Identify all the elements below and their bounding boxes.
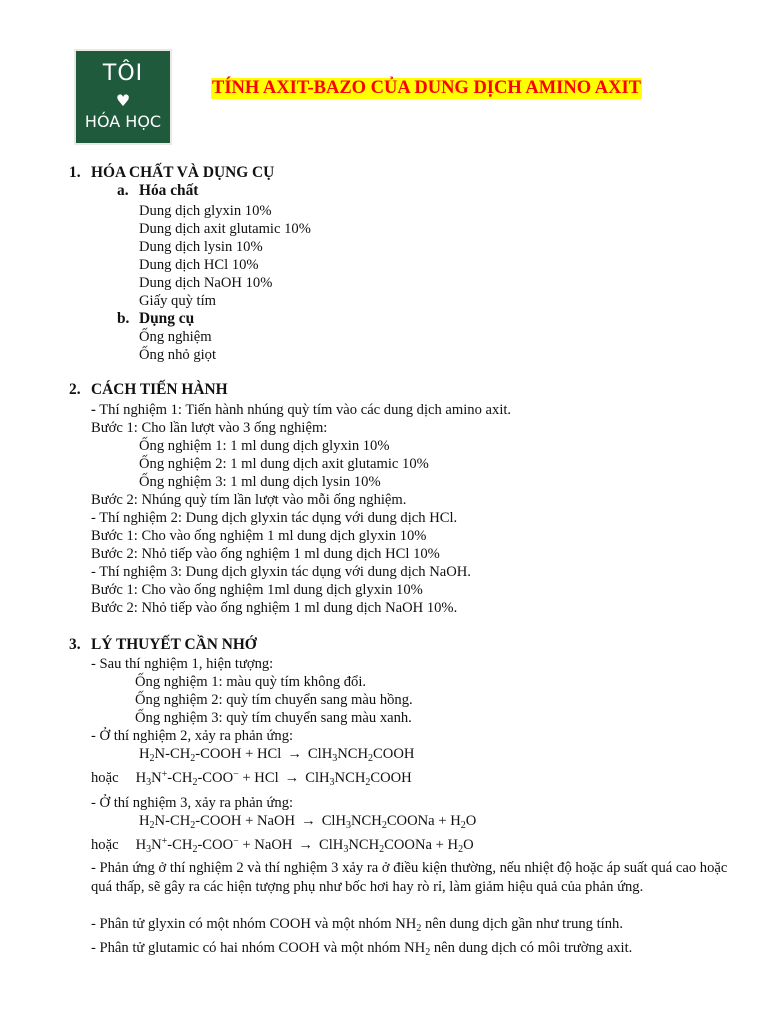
arrow-icon: → bbox=[287, 746, 302, 762]
tool-item: Ống nghiệm bbox=[139, 329, 212, 345]
section-1-heading: HÓA CHẤT VÀ DỤNG CỤ bbox=[91, 164, 275, 181]
tube-item: Ống nghiệm 2: 1 ml dung dịch axit glutamic 10% bbox=[139, 456, 429, 472]
or-label: hoặc bbox=[91, 837, 119, 853]
tube-item: Ống nghiệm 3: 1 ml dung dịch lysin 10% bbox=[139, 474, 381, 490]
page-title: TÍNH AXIT-BAZO CỦA DUNG DỊCH AMINO AXIT bbox=[212, 78, 641, 98]
note-glycine: - Phân tử glyxin có một nhóm COOH và một nhóm $NH_2$ nên dung dịch gần như trung tính. bbox=[91, 916, 623, 934]
subsection-a-title: Hóa chất bbox=[139, 182, 199, 199]
chemical-item: Dung dịch axit glutamic 10% bbox=[139, 221, 311, 237]
experiment-2-reaction-intro: - Ở thí nghiệm 2, xảy ra phản ứng: bbox=[91, 728, 294, 744]
section-1-number: 1. bbox=[69, 164, 81, 181]
observation-item: Ống nghiệm 2: quỳ tím chuyển sang màu hồng. bbox=[135, 692, 413, 708]
experiment-3-reaction-intro: - Ở thí nghiệm 3, xảy ra phản ứng: bbox=[91, 795, 294, 811]
subsection-a-label: a. bbox=[117, 182, 129, 199]
logo-line1: TÔI bbox=[102, 61, 144, 86]
chemical-item: Dung dịch NaOH 10% bbox=[139, 275, 273, 291]
note-glutamic: - Phân tử glutamic có hai nhóm COOH và một nhóm $NH_2$ nên dung dịch có môi trường axit. bbox=[91, 940, 633, 958]
bold-dash: - bbox=[91, 402, 96, 418]
subsection-b-title: Dụng cụ bbox=[139, 310, 195, 327]
observation-item: Ống nghiệm 3: quỳ tím chuyển sang màu xanh. bbox=[135, 710, 412, 726]
experiment-1-line bbox=[91, 401, 511, 419]
heart-icon: ♥ bbox=[115, 91, 131, 110]
section-3-heading: LÝ THUYẾT CẦN NHỚ bbox=[91, 636, 257, 653]
logo bbox=[74, 49, 172, 145]
observation-item: Ống nghiệm 1: màu quỳ tím không đổi. bbox=[135, 674, 367, 690]
tube-item: Ống nghiệm 1: 1 ml dung dịch glyxin 10% bbox=[139, 438, 390, 454]
section-2-number: 2. bbox=[69, 381, 81, 398]
subsection-b-label: b. bbox=[117, 310, 130, 327]
note-conditions: - Phản ứng ở thí nghiệm 2 và thí nghiệm 3 xảy ra ở điều kiện thường, nếu nhiệt độ hoặc áp suất quá cao hoặc quá thấp, sẽ gây ra các hiện tượng phụ như bốc hơi hay rò rỉ, làm giảm hiệu quả của phản ứng. bbox=[91, 860, 728, 895]
equation-glycine-naoh: $H_2N-CH_2$-COOH + NaOH → $ClH_3NCH_2COONa + H_2O$ bbox=[139, 813, 477, 831]
chemical-item: Giấy quỳ tím bbox=[139, 293, 217, 309]
experiment-1-text: Thí nghiệm 1: Tiến hành nhúng quỳ tím vào các dung dịch amino axit. bbox=[95, 402, 512, 418]
experiment-3-step-1: Bước 1: Cho vào ống nghiệm 1ml dung dịch glyxin 10% bbox=[91, 582, 423, 598]
equation-zwitterion-naoh: hoặc $H_3N^+-CH_2-COO^-$ + NaOH → $ClH_3NCH_2COONa + H_2O$ bbox=[91, 836, 474, 855]
section-3-number: 3. bbox=[69, 636, 81, 653]
equation-glycine-hcl: $H_2N-CH_2$-COOH + HCl → $ClH_3NCH_2COOH$ bbox=[139, 746, 415, 764]
section-2-heading: CÁCH TIẾN HÀNH bbox=[91, 381, 228, 398]
step-1: Bước 1: Cho lần lượt vào 3 ống nghiệm: bbox=[91, 420, 328, 436]
or-label: hoặc bbox=[91, 770, 119, 786]
experiment-3-step-2: Bước 2: Nhỏ tiếp vào ống nghiệm 1 ml dung dịch NaOH 10%. bbox=[91, 600, 458, 616]
arrow-icon: → bbox=[298, 837, 313, 853]
logo-line2: HÓA HỌC bbox=[84, 112, 162, 131]
chemical-item: Dung dịch lysin 10% bbox=[139, 239, 263, 255]
arrow-icon: → bbox=[284, 770, 300, 786]
step-2: Bước 2: Nhúng quỳ tím lần lượt vào mỗi ống nghiệm. bbox=[91, 492, 407, 508]
chemical-item: Dung dịch glyxin 10% bbox=[139, 203, 272, 219]
experiment-2-line: - Thí nghiệm 2: Dung dịch glyxin tác dụng với dung dịch HCl. bbox=[91, 510, 458, 526]
arrow-icon: → bbox=[301, 813, 316, 829]
equation-zwitterion-hcl: hoặc $H_3N^+-CH_2-COO^-$ + HCl → $ClH_3NCH_2COOH$ bbox=[91, 769, 412, 788]
chemical-item: Dung dịch HCl 10% bbox=[139, 257, 259, 273]
experiment-3-line: - Thí nghiệm 3: Dung dịch glyxin tác dụng với dung dịch NaOH. bbox=[91, 564, 471, 580]
experiment-2-step-2: Bước 2: Nhỏ tiếp vào ống nghiệm 1 ml dung dịch HCl 10% bbox=[91, 546, 440, 562]
observation-intro: - Sau thí nghiệm 1, hiện tượng: bbox=[91, 656, 274, 672]
experiment-2-step-1: Bước 1: Cho vào ống nghiệm 1 ml dung dịch glyxin 10% bbox=[91, 528, 427, 544]
tool-item: Ống nhỏ giọt bbox=[139, 347, 217, 363]
